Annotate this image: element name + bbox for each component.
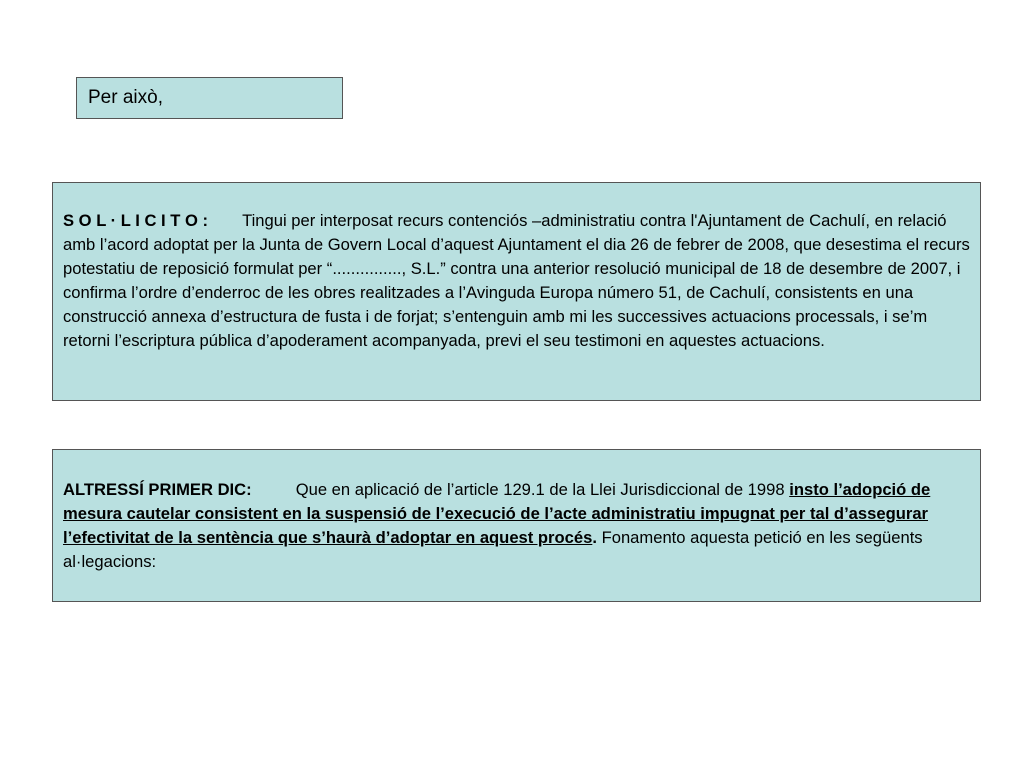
solicito-paragraph <box>63 209 974 353</box>
altressi-intro: Que en aplicació de l’article 129.1 de la Llei Jurisdiccional de 1998 <box>295 480 785 499</box>
solicito-body: Tingui per interposat recurs contenciós –administratiu contra l'Ajuntament de Cachulí, en relació amb l’acord adoptat per la Junta de Govern Local d’aquest Ajuntament el dia 26 de febrer de 2008, que desestima el recurs potestatiu de reposició formulat per “..............., S.L.” contra una anterior resolució municipal de 18 de desembre de 2007, i confirma l’ordre d’enderroc de les obres realitzades a l’Avinguda Europa número 51, de Cachulí, consistents en una construcció annexa d’estructura de fusta i de forjat; s’entenguin amb mi les successives actuacions processals, i se’m retorni l’escriptura pública d’apoderament acompanyada, previ el seu testimoni en aquestes actuacions. <box>63 211 970 350</box>
altressi-box <box>52 449 981 602</box>
altressi-heading: ALTRESSÍ PRIMER DIC: <box>63 480 252 499</box>
per-aixo-box <box>76 77 343 119</box>
altressi-emphasis: insto l’adopció de mesura cautelar consistent en la suspensió de l’execució de l’acte administratiu impugnat per tal d’assegurar l’efectivitat de la sentència que s’haurà d’adoptar en aquest procés <box>63 480 931 547</box>
solicito-box <box>52 182 981 401</box>
per-aixo-text: Per això, <box>88 87 163 108</box>
altressi-closing: Fonamento aquesta petició en les següents al·legacions: <box>63 528 923 571</box>
altressi-period: . <box>592 528 597 547</box>
altressi-paragraph <box>63 478 974 574</box>
solicito-heading: S O L · L I C I T O : <box>63 211 209 230</box>
